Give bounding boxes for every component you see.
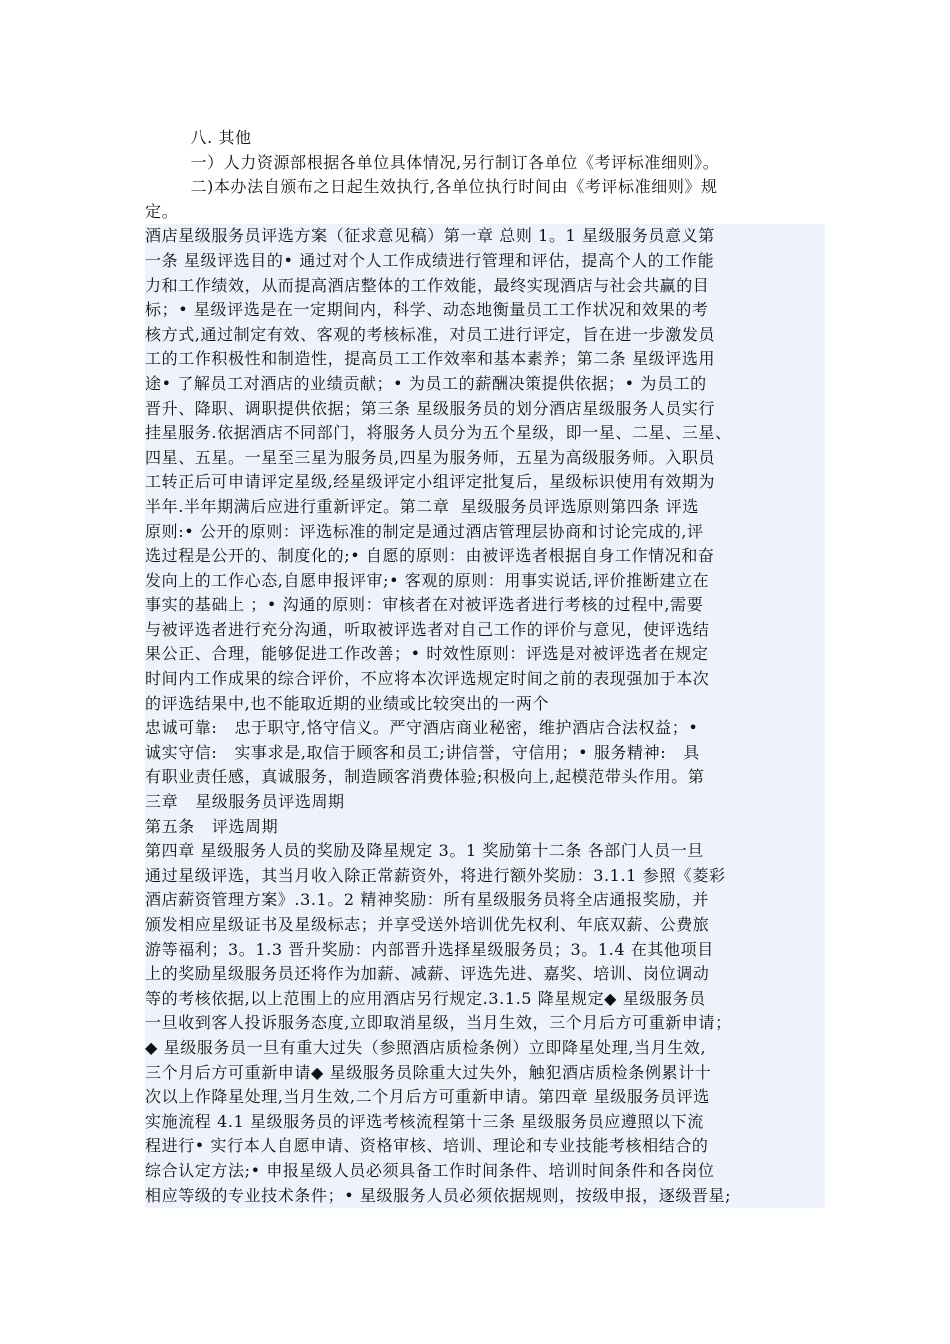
- text-line: 二)本办法自颁布之日起生效执行,各单位执行时间由《考评标准细则》规: [145, 177, 718, 197]
- text-line: 酒店薪资管理方案》.3.1。2 精神奖励：所有星级服务员将全店通报奖励，并: [145, 888, 825, 913]
- text-line: 晋升、降职、调职提供依据；第三条 星级服务员的划分酒店星级服务人员实行: [145, 397, 825, 422]
- text-line: 一条 星级评选目的• 通过对个人工作成绩进行管理和评估，提高个人的工作能: [145, 249, 825, 274]
- document-body: [145, 126, 825, 1208]
- text-line: 综合认定方法;• 申报星级人员必须具备工作时间条件、培训时间条件和各岗位: [145, 1159, 825, 1184]
- text-line: 程进行• 实行本人自愿申请、资格审核、培训、理论和专业技能考核相结合的: [145, 1134, 825, 1159]
- text-line: 相应等级的专业技术条件；• 星级服务人员必须依据规则，按级申报，逐级晋星;: [145, 1184, 825, 1209]
- text-line: 标；• 星级评选是在一定期间内，科学、动态地衡量员工工作状况和效果的考: [145, 298, 825, 323]
- text-line: 一旦收到客人投诉服务态度,立即取消星级，当月生效，三个月后方可重新申请；: [145, 1011, 825, 1036]
- text-line: 八. 其他: [145, 128, 252, 147]
- text-line: 挂星服务.依据酒店不同部门，将服务人员分为五个星级，即一星、二星、三星、: [145, 421, 825, 446]
- text-line: 四星、五星。一星至三星为服务员,四星为服务师，五星为高级服务师。入职员: [145, 446, 825, 471]
- text-line: 次以上作降星处理,当月生效,二个月后方可重新申请。第四章 星级服务员评选: [145, 1085, 825, 1110]
- text-line: 诚实守信: 实事求是,取信于顾客和员工;讲信誉，守信用；• 服务精神: 具: [145, 741, 825, 766]
- text-line: 工转正后可申请评定星级,经星级评定小组评定批复后，星级标识使用有效期为: [145, 470, 825, 495]
- text-line: 三个月后方可重新申请◆ 星级服务员除重大过失外，触犯酒店质检条例累计十: [145, 1061, 825, 1086]
- text-line: 果公正、合理，能够促进工作改善；• 时效性原则：评选是对被评选者在规定: [145, 642, 825, 667]
- text-line: 有职业责任感，真诚服务，制造顾客消费体验;积极向上,起模范带头作用。第: [145, 765, 825, 790]
- text-line: 颁发相应星级证书及星级标志；并享受送外培训优先权利、年底双薪、公费旅: [145, 913, 825, 938]
- text-line: 一）人力资源部根据各单位具体情况,另行制订各单位《考评标准细则》。: [145, 152, 720, 172]
- text-line: 途• 了解员工对酒店的业绩贡献；• 为员工的薪酬决策提供依据；• 为员工的: [145, 372, 825, 397]
- text-line: 与被评选者进行充分沟通，听取被评选者对自己工作的评价与意见，使评选结: [145, 618, 825, 643]
- text-line: 第五条 评选周期: [145, 815, 825, 840]
- text-line: 的评选结果中,也不能取近期的业绩或比较突出的一两个: [145, 692, 825, 717]
- text-line: 时间内工作成果的综合评价，不应将本次评选规定时间之前的表现强加于本次: [145, 667, 825, 692]
- text-line: 原则:• 公开的原则：评选标准的制定是通过酒店管理层协商和讨论完成的,评: [145, 520, 825, 545]
- text-line: 半年.半年期满后应进行重新评定。第二章 星级服务员评选原则第四条 评选: [145, 495, 825, 520]
- text-line: 游等福利；3。1.3 晋升奖励：内部晋升选择星级服务员；3。1.4 在其他项目: [145, 938, 825, 963]
- text-line: 等的考核依据,以上范围上的应用酒店另行规定.3.1.5 降星规定◆ 星级服务员: [145, 987, 825, 1012]
- text-line: ◆ 星级服务员一旦有重大过失（参照酒店质检条例）立即降星处理,当月生效,: [145, 1036, 825, 1061]
- text-line: 选过程是公开的、制度化的;• 自愿的原则：由被评选者根据自身工作情况和奋: [145, 544, 825, 569]
- text-line: 工的工作积极性和制造性，提高员工工作效率和基本素养；第二条 星级评选用: [145, 347, 825, 372]
- text-line: 上的奖励星级服务员还将作为加薪、减薪、评选先进、嘉奖、培训、岗位调动: [145, 962, 825, 987]
- text-line: 通过星级评选，其当月收入除正常薪资外，将进行额外奖励：3.1.1 参照《菱彩: [145, 864, 825, 889]
- text-line: 三章 星级服务员评选周期: [145, 790, 825, 815]
- text-line: 力和工作绩效，从而提高酒店整体的工作效能，最终实现酒店与社会共赢的目: [145, 274, 825, 299]
- text-line: 事实的基础上 ；• 沟通的原则：审核者在对被评选者进行考核的过程中,需要: [145, 593, 825, 618]
- text-line: 核方式,通过制定有效、客观的考核标准，对员工进行评定，旨在进一步激发员: [145, 323, 825, 348]
- text-line: 酒店星级服务员评选方案（征求意见稿）第一章 总则 1。1 星级服务员意义第: [145, 224, 825, 249]
- text-line: 忠诚可靠: 忠于职守,恪守信义。严守酒店商业秘密，维护酒店合法权益；•: [145, 716, 825, 741]
- text-line: 定。: [145, 201, 179, 221]
- text-line: 第四章 星级服务人员的奖励及降星规定 3。1 奖励第十二条 各部门人员一旦: [145, 839, 825, 864]
- text-line: 实施流程 4.1 星级服务员的评选考核流程第十三条 星级服务员应遵照以下流: [145, 1110, 825, 1135]
- text-line: 发向上的工作心态,自愿申报评审;• 客观的原则：用事实说话,评价推断建立在: [145, 569, 825, 594]
